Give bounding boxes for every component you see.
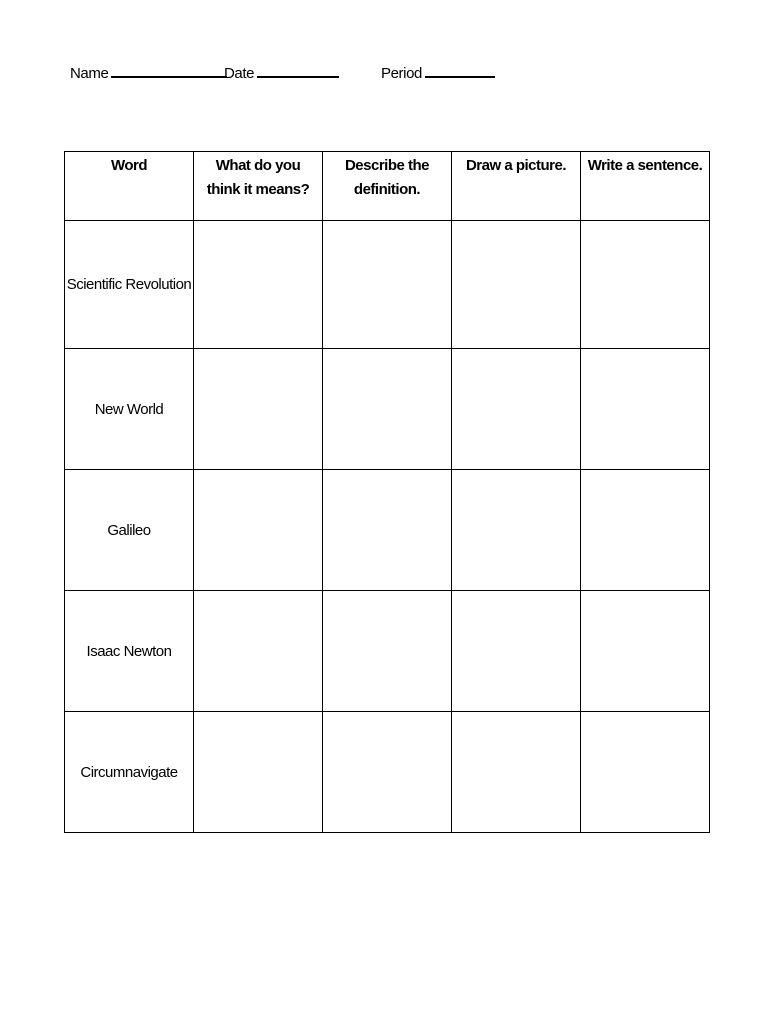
date-field	[224, 62, 339, 82]
period-blank-line[interactable]	[425, 62, 495, 78]
column-header-word	[65, 152, 194, 221]
student-info-line	[70, 62, 710, 84]
sentence-cell[interactable]	[581, 349, 710, 470]
table-row	[65, 221, 710, 349]
column-header-sentence	[581, 152, 710, 221]
table-row	[65, 349, 710, 470]
vocabulary-table	[64, 151, 710, 833]
period-field	[381, 62, 495, 82]
column-header-label: Word	[110, 157, 148, 174]
sentence-cell[interactable]	[581, 470, 710, 591]
sentence-cell[interactable]	[581, 591, 710, 712]
column-header-definition	[323, 152, 452, 221]
column-header-label: Draw a picture.	[465, 157, 567, 174]
date-blank-line[interactable]	[257, 62, 339, 78]
sentence-cell[interactable]	[581, 221, 710, 349]
table-row	[65, 470, 710, 591]
name-field	[70, 62, 227, 82]
table-row	[65, 712, 710, 833]
definition-cell[interactable]	[323, 470, 452, 591]
word-cell: Circumnavigate	[65, 712, 194, 833]
picture-cell[interactable]	[452, 349, 581, 470]
column-header-picture	[452, 152, 581, 221]
meaning-guess-cell[interactable]	[194, 349, 323, 470]
definition-cell[interactable]	[323, 591, 452, 712]
column-header-label: Write a sentence.	[587, 157, 703, 174]
word-cell: Isaac Newton	[65, 591, 194, 712]
picture-cell[interactable]	[452, 470, 581, 591]
column-header-label: What do you think it means?	[206, 157, 310, 198]
column-header-label: Describe the definition.	[344, 157, 430, 198]
column-header-meaning-guess	[194, 152, 323, 221]
meaning-guess-cell[interactable]	[194, 712, 323, 833]
picture-cell[interactable]	[452, 591, 581, 712]
meaning-guess-cell[interactable]	[194, 591, 323, 712]
date-label: Date	[224, 65, 255, 82]
meaning-guess-cell[interactable]	[194, 470, 323, 591]
definition-cell[interactable]	[323, 712, 452, 833]
word-cell: New World	[65, 349, 194, 470]
name-blank-line[interactable]	[111, 62, 227, 78]
picture-cell[interactable]	[452, 712, 581, 833]
picture-cell[interactable]	[452, 221, 581, 349]
name-label: Name	[70, 65, 109, 82]
table-row	[65, 591, 710, 712]
table-header-row	[65, 152, 710, 221]
sentence-cell[interactable]	[581, 712, 710, 833]
period-label: Period	[381, 65, 422, 82]
word-cell: Scientific Revolution	[65, 221, 194, 349]
meaning-guess-cell[interactable]	[194, 221, 323, 349]
word-cell: Galileo	[65, 470, 194, 591]
definition-cell[interactable]	[323, 349, 452, 470]
definition-cell[interactable]	[323, 221, 452, 349]
